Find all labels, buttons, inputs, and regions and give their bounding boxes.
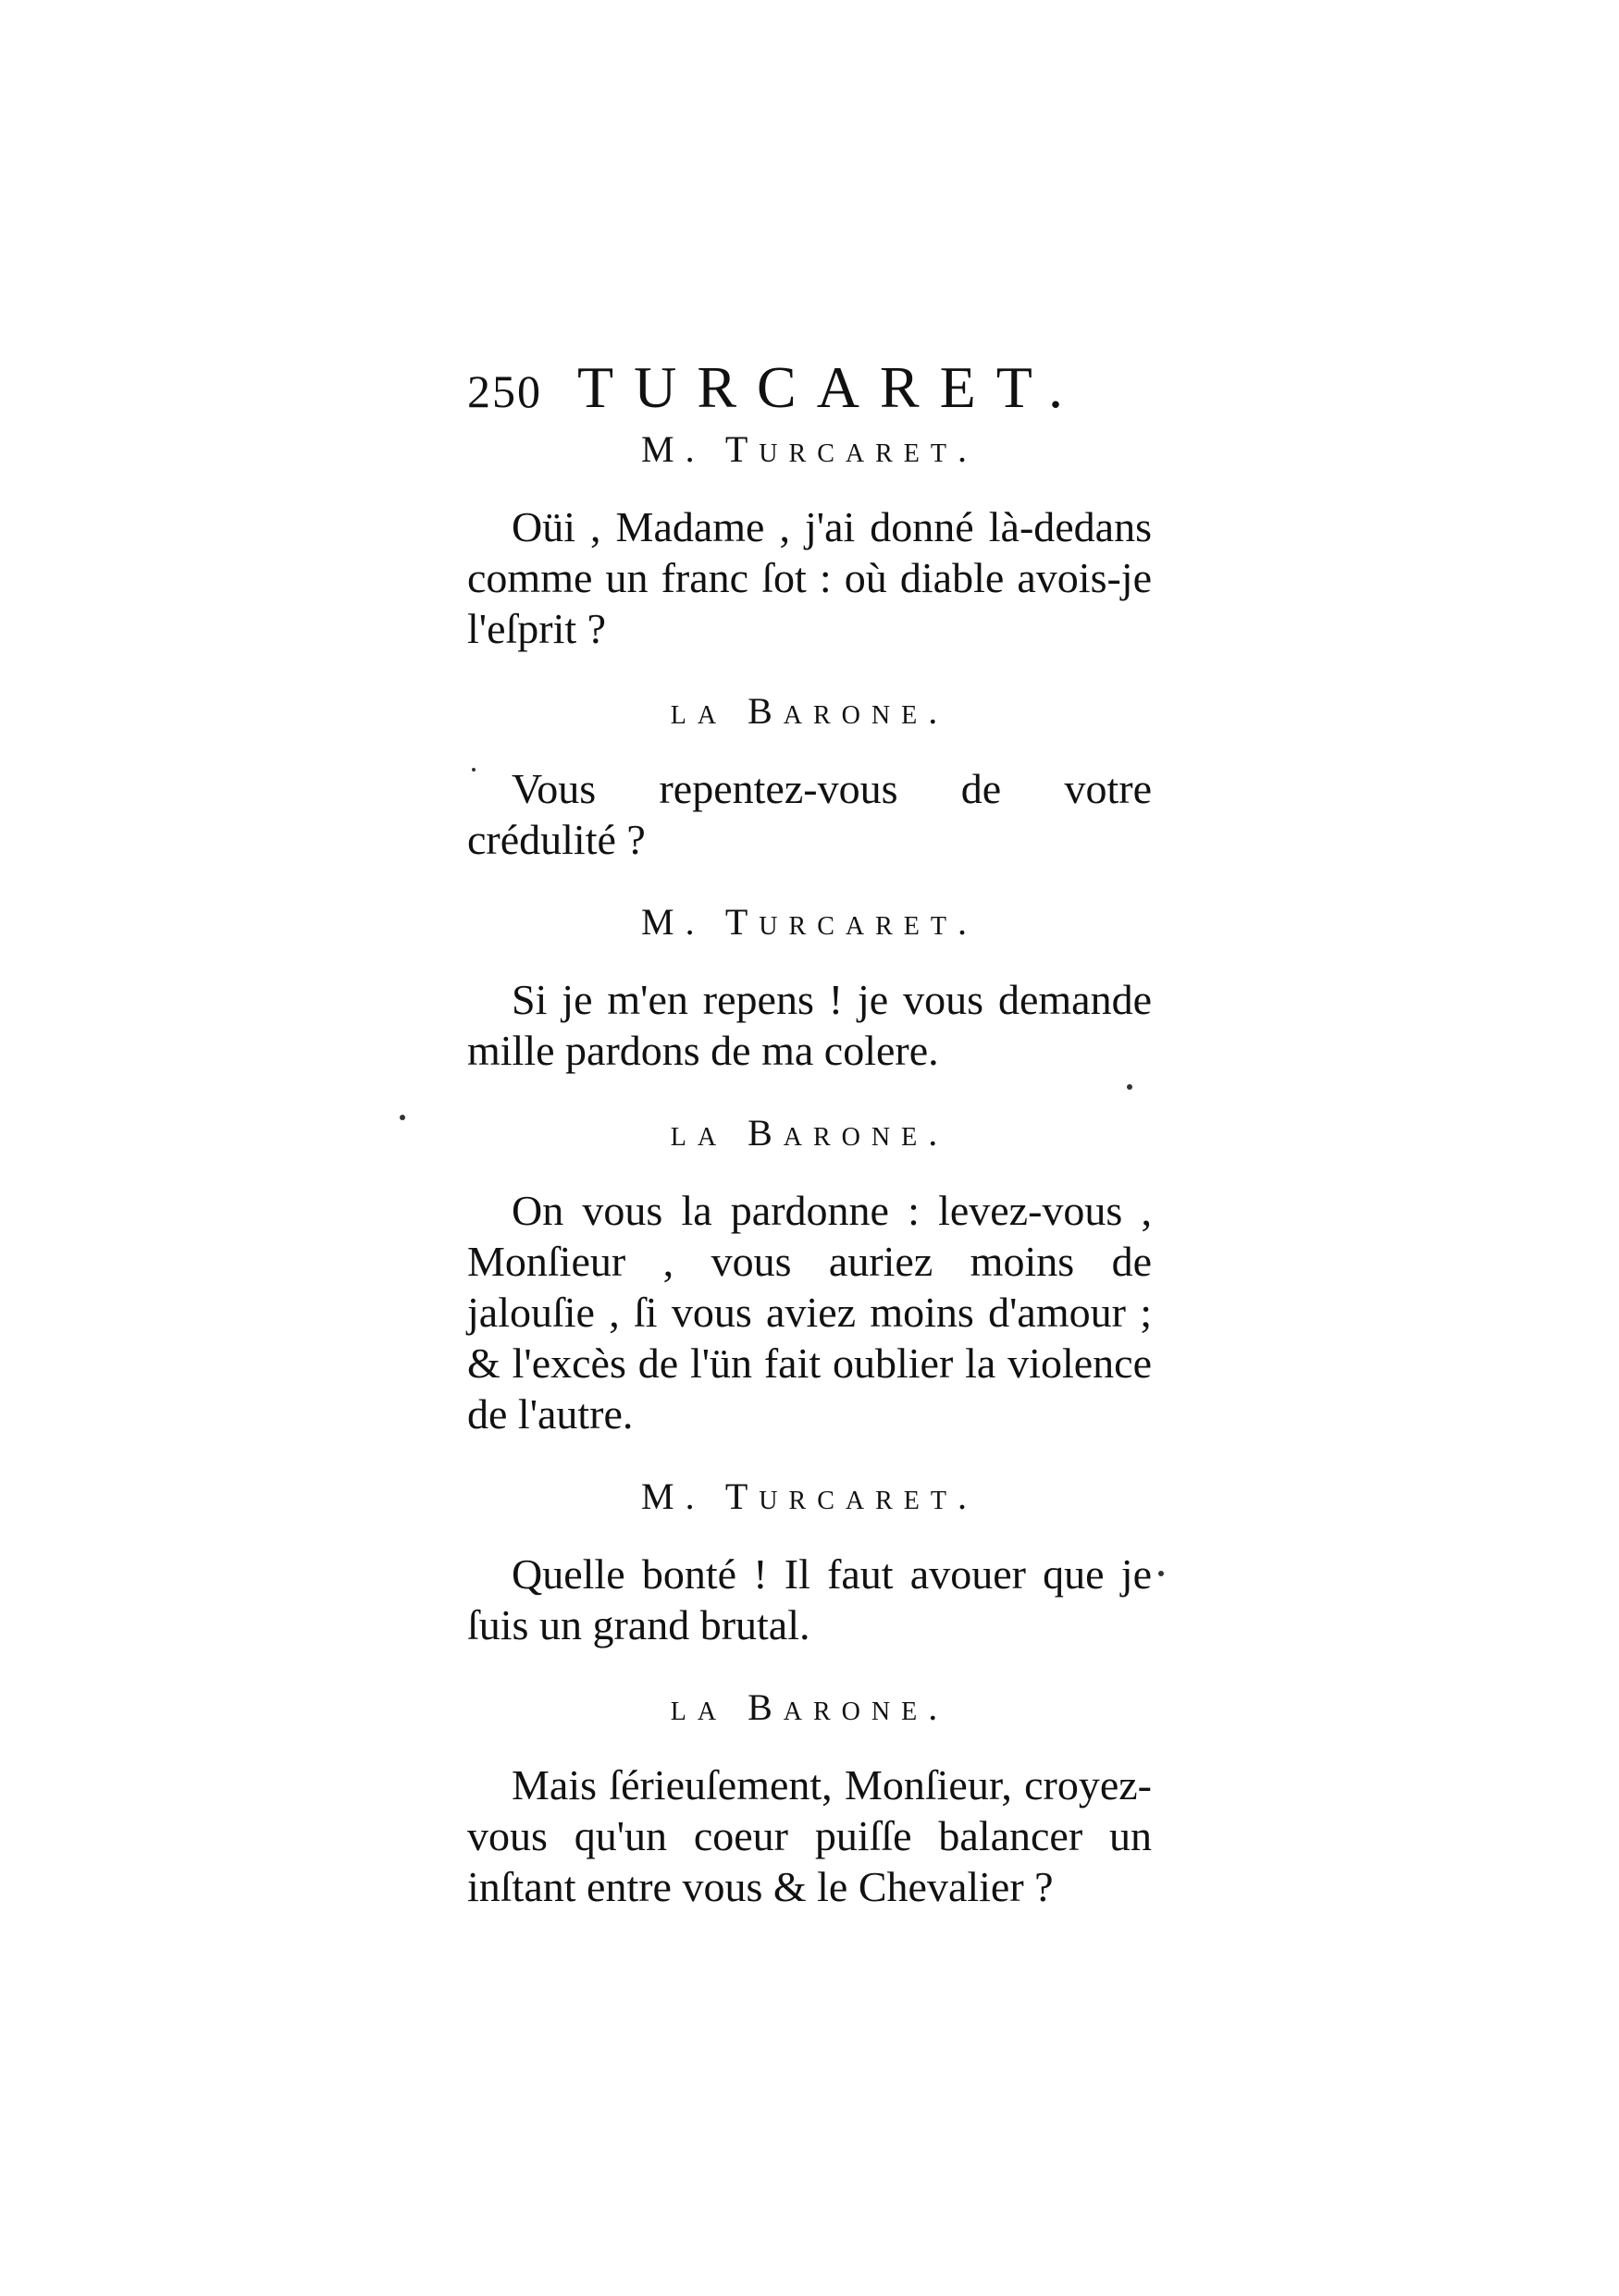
ink-speck xyxy=(1127,1084,1132,1090)
speaker-heading: la Barone. xyxy=(670,1686,949,1728)
ink-speck xyxy=(472,768,476,772)
running-header xyxy=(467,353,1083,418)
ink-speck xyxy=(400,1115,405,1120)
speech-paragraph: Mais ſérieuſement, Monſieur, croyez-vous qu'un coeur puiſſe balancer un inſtant entre vous & le Chevalier ? xyxy=(467,1761,1152,1910)
speech-paragraph: Vous repentez-vous de votre crédulité ? xyxy=(467,765,1152,863)
speaker-heading: M. Turcaret. xyxy=(641,901,978,943)
dialogue-text xyxy=(467,424,1152,1912)
speech-paragraph: Oüi , Madame , j'ai donné là-dedans comme un franc ſot : où diable avois-je l'eſprit ? xyxy=(467,503,1152,652)
speaker-heading: M. Turcaret. xyxy=(641,428,978,470)
ink-speck xyxy=(1158,1571,1164,1576)
speech-paragraph: Si je m'en repens ! je vous demande mille pardons de ma colere. xyxy=(467,976,1152,1074)
speaker-heading: la Barone. xyxy=(670,1112,949,1154)
speaker-heading: M. Turcaret. xyxy=(641,1475,978,1517)
speaker-heading: la Barone. xyxy=(670,690,949,732)
speech-paragraph: On vous la pardonne : levez-vous , Monſieur , vous auriez moins de jalouſie , ſi vous aviez moins d'amour ; & l'excès de l'ün fait oublier la violence de l'autre. xyxy=(467,1187,1152,1438)
page-number: 250 xyxy=(467,365,542,417)
speech-paragraph: Quelle bonté ! Il faut avouer que je ſuis un grand brutal. xyxy=(467,1550,1152,1648)
running-title: TURCARET. xyxy=(577,354,1084,420)
